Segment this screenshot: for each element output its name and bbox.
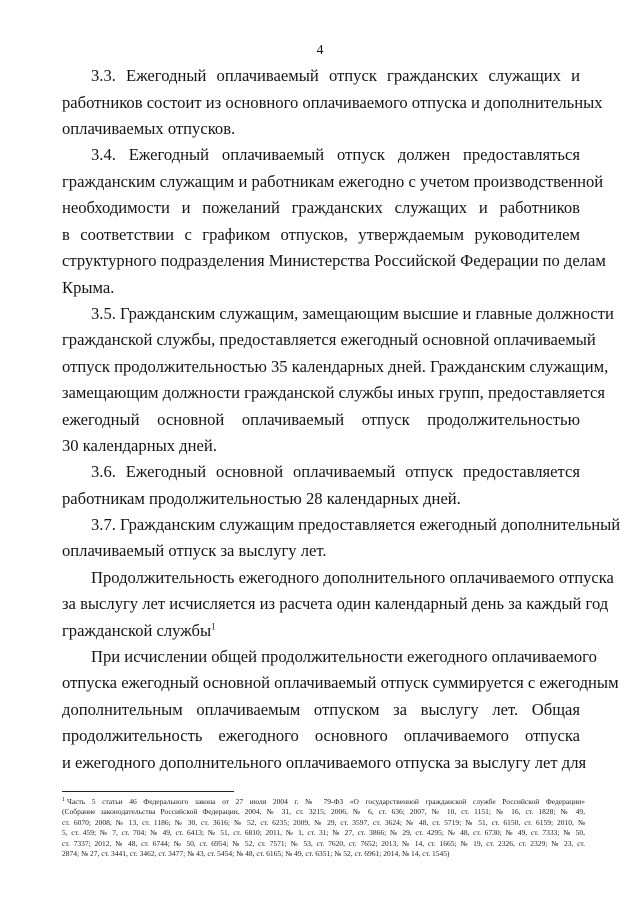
text-line: и ежегодного дополнительного оплачиваемого отпуска за выслугу лет для [62, 753, 587, 772]
footnote-line: ст. 7337; 2012, № 48, ст. 6744; № 50, ст. 6954; № 52, ст. 7571; № 53, ст. 7620, ст. 7652; 2013, № 14, ст. 1665; № 19, ст. 2326, ст. 2329; № 23, ст. [62, 838, 585, 848]
text-line: 30 календарных дней. [62, 436, 217, 455]
text-line: гражданским служащим и работникам ежегодно с учетом производственной [62, 172, 604, 191]
text-line: отпуска ежегодный основной оплачиваемый отпуск суммируется с ежегодным [62, 673, 619, 692]
footnote-line: 5, ст. 459; № 7, ст. 704; № 49, ст. 6413; № 51, ст. 6810; 2011, № 1, ст. 31; № 27, ст. 3866; № 29, ст. 4295; № 48, ст. 6730; № 49, ст. 7333; № 50, [62, 828, 585, 838]
footnote-reference: 1 [211, 621, 216, 632]
footnote-text: Часть 5 статьи 46 Федерального закона от 27 июля 2004 г. № 79-ФЗ «О государственной гражданской службе Российской Федерации» [67, 797, 585, 806]
text-line: 3.6. Ежегодный основной оплачиваемый отпуск предоставляется [91, 462, 580, 481]
text-line: работникам продолжительностью 28 календарных дней. [62, 489, 461, 508]
text-line: 3.7. Гражданским служащим предоставляется ежегодный дополнительный [91, 515, 621, 534]
text-line: отпуск продолжительностью 35 календарных дней. Гражданским служащим, [62, 357, 609, 376]
text-line: за выслугу лет исчисляется из расчета один календарный день за каждый год [62, 594, 609, 613]
footnote-line: (Собрание законодательства Российской Федерации, 2004, № 31, ст. 3215; 2006, № 6, ст. 636; 2007, № 10, ст. 1151; № 16, ст. 1828; № 49, [62, 807, 585, 817]
text-line: 3.4. Ежегодный оплачиваемый отпуск должен предоставляться [91, 145, 580, 164]
text-line: продолжительность ежегодного основного оплачиваемого отпуска [62, 726, 580, 745]
text-line: структурного подразделения Министерства Российской Федерации по делам [62, 251, 606, 270]
text-line: замещающим должности гражданской службы иных групп, предоставляется [62, 383, 605, 402]
footnote-mark: 1 [62, 796, 65, 803]
text-line: Продолжительность ежегодного дополнительного оплачиваемого отпуска [91, 568, 614, 587]
text-line: гражданской службы, предоставляется ежегодный основной оплачиваемый [62, 330, 596, 349]
page-number: 4 [316, 43, 324, 58]
text-line: необходимости и пожеланий гражданских служащих и работников [62, 198, 580, 217]
text-line: дополнительным оплачиваемым отпуском за выслугу лет. Общая [62, 700, 580, 719]
text-line-content: гражданской службы [62, 621, 212, 640]
footnote-line: ст. 6070; 2008, № 13, ст. 1186; № 30, ст. 3616; № 52, ст. 6235; 2009, № 29, ст. 3597, ст. 3624; № 48, ст. 5719; № 51, ст. 6150, ст. 6159; 2010, № [62, 817, 585, 827]
text-line: 3.5. Гражданским служащим, замещающим высшие и главные должности [91, 304, 614, 323]
footnote-line: 2874; № 27, ст. 3441, ст. 3462, ст. 3477; № 43, ст. 5454; № 48, ст. 6165; № 49, ст. 6351; № 52, ст. 6961; 2014, № 14, ст. 1545) [62, 849, 450, 859]
text-line: ежегодный основной оплачиваемый отпуск продолжительностью [62, 410, 580, 429]
text-line: При исчислении общей продолжительности ежегодного оплачиваемого [91, 647, 597, 666]
footnote [62, 797, 585, 859]
text-line: Крыма. [62, 278, 115, 297]
text-line: 3.3. Ежегодный оплачиваемый отпуск гражданских служащих и [91, 66, 580, 85]
text-line: в соответствии с графиком отпусков, утверждаемым руководителем [62, 225, 580, 244]
text-line: оплачиваемых отпусков. [62, 119, 236, 138]
text-line: оплачиваемый отпуск за выслугу лет. [62, 541, 327, 560]
text-line [62, 621, 580, 641]
text-line: работников состоит из основного оплачиваемого отпуска и дополнительных [62, 93, 603, 112]
footnote-separator [62, 791, 234, 792]
footnote-line [62, 797, 585, 807]
